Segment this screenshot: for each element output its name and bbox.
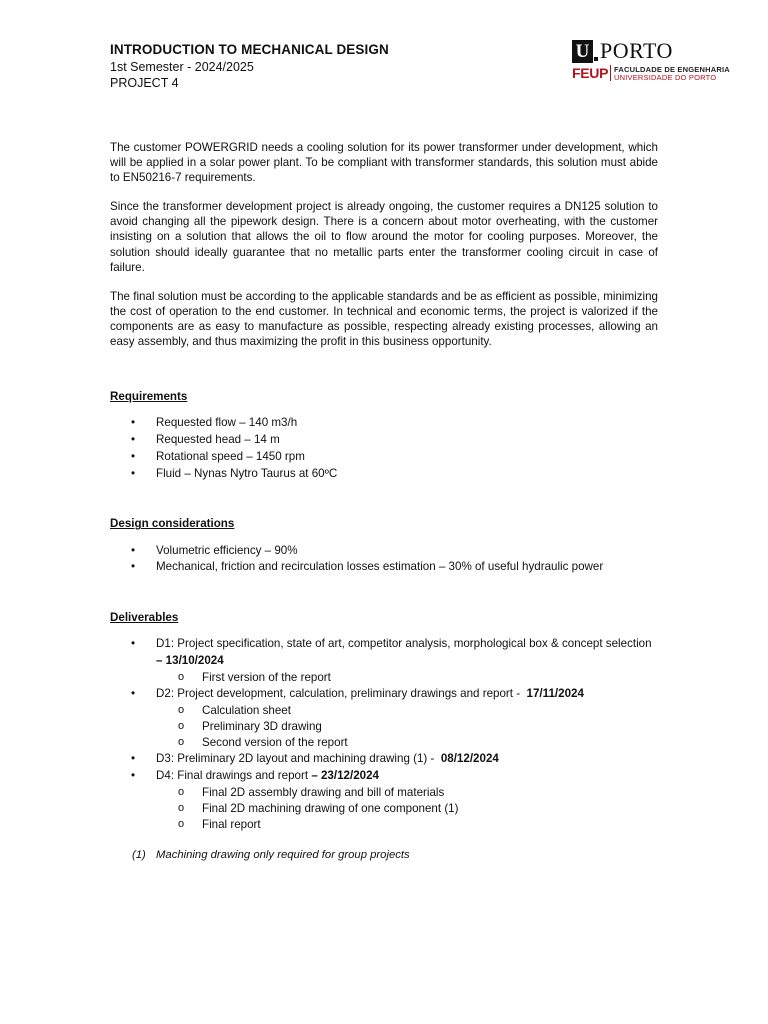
deliverable-d4-text: D4: Final drawings and report (156, 769, 312, 783)
design-item: • Mechanical, friction and recirculation losses estimation – 30% of useful hydraulic power (110, 559, 658, 576)
deliverable-d1-date: – 13/10/2024 (156, 653, 224, 667)
sub-item: o Final 2D machining drawing of one component (1) (110, 801, 658, 817)
deliverable-d1-text: D1: Project specification, state of art, competitor analysis, morphological box & concept selection (156, 637, 652, 651)
requirements-heading: Requirements (110, 390, 188, 404)
footnote (132, 848, 658, 863)
deliverable-d2 (110, 686, 658, 751)
deliverable-d1-sublist (156, 670, 658, 686)
sub-item: o Final 2D assembly drawing and bill of materials (110, 785, 658, 801)
deliverable-d3 (110, 751, 658, 768)
deliverable-d2-text: D2: Project development, calculation, preliminary drawings and report - (156, 686, 527, 700)
logo-u-mark: U (572, 40, 593, 63)
semester-label: 1st Semester - 2024/2025 (110, 60, 254, 74)
intro-paragraph-3: The final solution must be according to the applicable standards and be as efficient as possible, minimizing the cost of operation to the end customer. In technical and economic terms, the project is valorized if the components are as easy to manufacture as possible, respecting already existing processes, allowing an easy assembly, and thus maximizing the profit in this business opportunity. (110, 289, 658, 349)
requirement-item: • Requested flow – 140 m3/h (110, 415, 658, 432)
logo-divider (610, 65, 611, 81)
footnote-number: (1) (132, 848, 146, 861)
logo-faculty-text: FACULDADE DE ENGENHARIA (614, 65, 730, 74)
logo-dot (594, 57, 598, 61)
deliverables-list (110, 636, 658, 833)
requirement-item: • Requested head – 14 m (110, 432, 658, 449)
course-title: INTRODUCTION TO MECHANICAL DESIGN (110, 42, 389, 57)
footnote-text: Machining drawing only required for group projects (156, 848, 410, 861)
requirement-item: • Fluid – Nynas Nytro Taurus at 60ºC (110, 466, 658, 483)
uporto-feup-logo (572, 38, 730, 82)
deliverable-d4-sublist (156, 785, 658, 834)
deliverable-d2-date: 17/11/2024 (526, 686, 584, 700)
deliverable-d1 (110, 636, 658, 686)
sub-item: o Preliminary 3D drawing (110, 719, 658, 735)
intro-paragraph-1: The customer POWERGRID needs a cooling solution for its power transformer under development, which will be applied in a solar power plant. To be compliant with transformer standards, this solution must abide to EN50216-7 requirements. (110, 141, 658, 185)
intro-paragraph-2: Since the transformer development project is already ongoing, the customer requires a DN125 solution to avoid changing all the pipework design. There is a concern about motor overheating, with the customer insisting on a solution that allows the oil to flow around the motor for cooling purposes. Moreover, the solution should ideally guarantee that no metallic parts enter the transformer cooling circuit in case of failure. (110, 200, 658, 274)
requirements-list (110, 415, 658, 482)
design-considerations-list (110, 543, 658, 577)
sub-item: o First version of the report (110, 670, 658, 686)
deliverable-d4 (110, 768, 658, 833)
document-body (110, 140, 658, 863)
deliverable-d3-text: D3: Preliminary 2D layout and machining drawing (1) - (156, 752, 441, 766)
sub-item: o Calculation sheet (110, 703, 658, 719)
design-item: • Volumetric efficiency – 90% (110, 543, 658, 560)
logo-porto-text: PORTO (600, 38, 673, 63)
requirement-item: • Rotational speed – 1450 rpm (110, 449, 658, 466)
logo-feup-text: FEUP (572, 65, 609, 81)
sub-item: o Second version of the report (110, 735, 658, 751)
deliverable-d4-date: – 23/12/2024 (311, 769, 380, 783)
deliverable-d3-date: 08/12/2024 (440, 752, 499, 766)
deliverables-heading: Deliverables (110, 611, 179, 625)
logo-university-text: UNIVERSIDADE DO PORTO (614, 73, 717, 82)
document-header (110, 42, 389, 91)
deliverable-d2-sublist (156, 703, 658, 752)
project-label: PROJECT 4 (110, 76, 179, 90)
sub-item: o Final report (110, 817, 658, 833)
design-considerations-heading: Design considerations (110, 517, 235, 531)
